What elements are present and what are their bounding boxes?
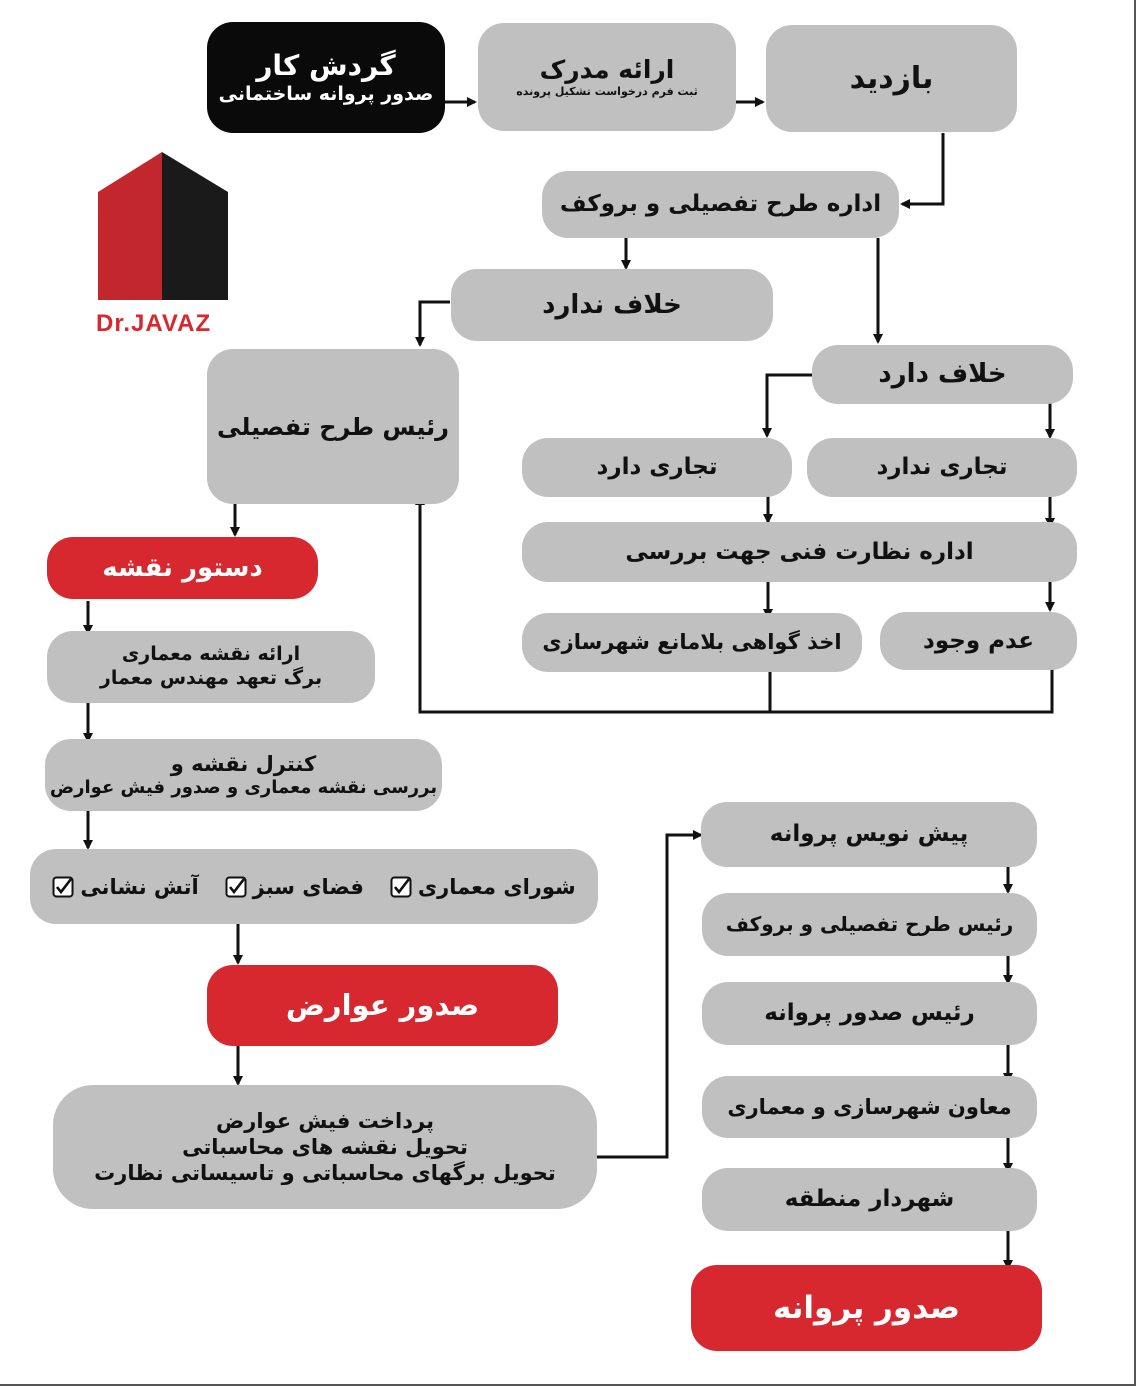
fees-issue-label: صدور عوارض	[285, 988, 480, 1023]
no-violation-label: خلاف ندارد	[542, 289, 682, 320]
node-commercial-no[interactable]	[807, 438, 1077, 497]
council-item1-label: شورای معماری	[417, 874, 576, 899]
detail-head2-label: رئیس طرح تفصیلی و بروکف	[725, 912, 1014, 936]
title-box	[207, 22, 445, 133]
node-deputy[interactable]	[702, 1076, 1037, 1138]
node-detail-head[interactable]	[207, 349, 459, 504]
node-permit-head[interactable]	[702, 982, 1037, 1045]
detail-head-label: رئیس طرح تفصیلی	[217, 412, 449, 441]
node-permit-issue[interactable]	[691, 1265, 1042, 1351]
node-map-control[interactable]	[45, 739, 442, 811]
permit-issue-label: صدور پروانه	[772, 1289, 961, 1326]
node-urban-certificate[interactable]	[522, 613, 862, 672]
tech-supervision-label: اداره نظارت فنی جهت بررسی	[625, 538, 974, 565]
checkbox-checked-icon	[52, 876, 74, 898]
checkbox-checked-icon	[225, 876, 247, 898]
permit-head-label: رئیس صدور پروانه	[764, 1000, 975, 1027]
visit-label: بازدید	[849, 60, 934, 96]
payment-line1: پرداخت فیش عوارض	[216, 1108, 434, 1133]
node-detail-head2[interactable]	[702, 893, 1037, 956]
node-tech-supervision[interactable]	[522, 522, 1077, 582]
submit-docs-sub: ثبت فرم درخواست تشکیل پرونده	[516, 85, 698, 99]
detail-dept-label: اداره طرح تفصیلی و بروکف	[559, 191, 882, 218]
node-no-violation[interactable]	[451, 269, 773, 341]
arrow-visit-detail	[902, 133, 943, 204]
node-submit-docs[interactable]	[478, 23, 736, 131]
checkbox-checked-icon	[390, 876, 412, 898]
map-order-label: دستور نقشه	[102, 552, 263, 583]
has-violation-label: خلاف دارد	[878, 359, 1007, 390]
deputy-label: معاون شهرسازی و معماری	[727, 1094, 1012, 1119]
node-fees-issue[interactable]	[207, 965, 558, 1046]
line-absence-loop	[770, 666, 1052, 712]
arch-plan-line1: ارائه نقشه معماری	[121, 643, 301, 666]
node-visit[interactable]	[766, 25, 1017, 132]
node-detail-dept[interactable]	[542, 171, 899, 238]
commercial-no-label: تجاری ندارد	[876, 454, 1008, 481]
council-item-green-space	[225, 875, 364, 899]
absence-label: عدم وجود	[923, 627, 1034, 654]
logo-wordmark: Dr.JAVAZ	[96, 310, 212, 337]
node-mayor[interactable]	[702, 1168, 1037, 1231]
council-item-fire-department	[52, 875, 198, 899]
draft-permit-label: پیش نویس پروانه	[769, 821, 969, 848]
urban-certificate-label: اخذ گواهی بلامانع شهرسازی	[542, 630, 842, 655]
council-item2-label: فضای سبز	[252, 874, 364, 899]
commercial-yes-label: تجاری دارد	[596, 454, 718, 481]
payment-line2: تحویل نقشه های محاسباتی	[182, 1134, 468, 1159]
node-draft-permit[interactable]	[701, 802, 1037, 867]
arrow-noviolation-head	[420, 302, 450, 345]
node-map-order[interactable]	[47, 537, 318, 599]
title-line2: صدور پروانه ساختمانی	[218, 83, 434, 106]
arch-plan-line2: برگ تعهد مهندس معمار	[99, 667, 323, 689]
map-control-line1: کنترل نقشه و	[170, 751, 317, 776]
mayor-label: شهردار منطقه	[784, 1186, 955, 1213]
map-control-line2: بررسی نقشه معماری و صدور فیش عوارض	[49, 776, 438, 798]
node-has-violation[interactable]	[812, 345, 1073, 404]
arrow-violation-commyes	[767, 375, 812, 436]
council-item3-label: آتش نشانی	[80, 874, 199, 899]
arrow-payment-draft	[597, 835, 701, 1157]
node-commercial-yes[interactable]	[522, 438, 792, 497]
payment-line3: تحویل برگهای محاسباتی و تاسیساتی نظارت	[94, 1161, 556, 1186]
node-absence[interactable]	[880, 612, 1077, 670]
title-line1: گردش کار	[256, 49, 396, 83]
submit-docs-title: ارائه مدرک	[539, 55, 675, 85]
council-item-architecture	[390, 875, 576, 899]
node-council[interactable]	[30, 849, 598, 924]
node-payment[interactable]	[53, 1085, 597, 1209]
node-arch-plan[interactable]	[47, 631, 375, 703]
